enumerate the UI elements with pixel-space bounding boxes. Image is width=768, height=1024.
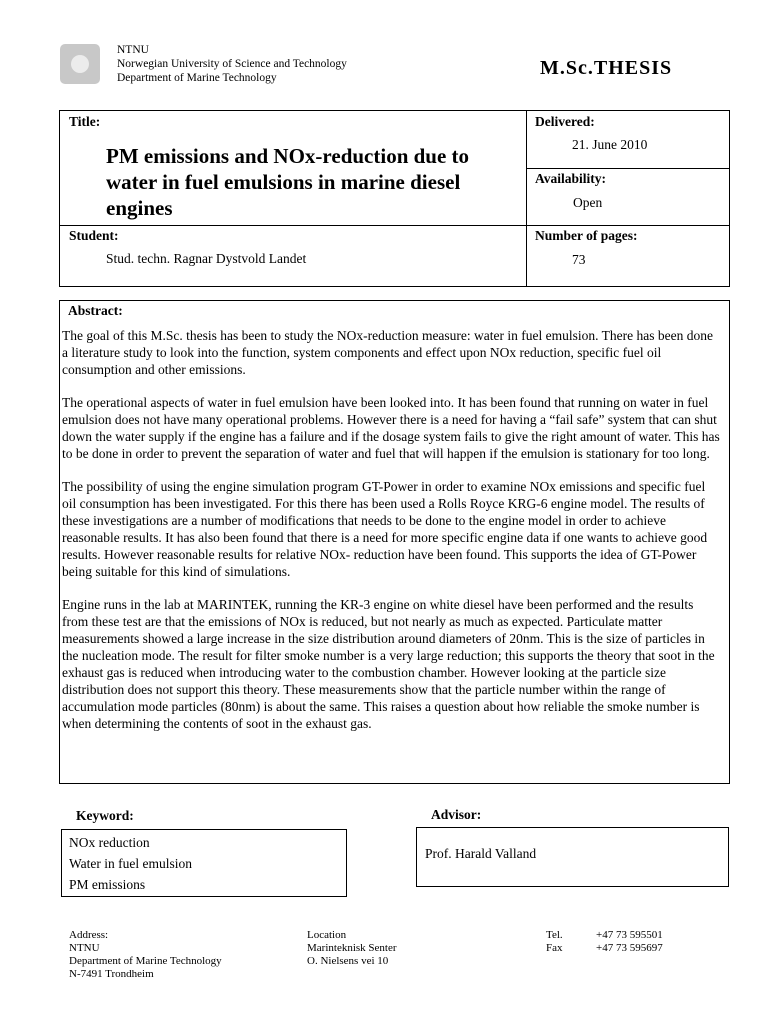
location-line: O. Nielsens vei 10: [307, 955, 389, 967]
institution-line: Department of Marine Technology: [117, 72, 277, 84]
thesis-title: PM emissions and NOx-reduction due to water in fuel emulsions in marine diesel engines: [106, 144, 470, 220]
student-label: Student:: [69, 228, 119, 243]
address-line: Department of Marine Technology: [69, 955, 222, 967]
advisor-box: [416, 827, 729, 887]
institution-block: [117, 43, 347, 85]
tel-value: +47 73 595501: [596, 929, 663, 941]
address-line: Address:: [69, 929, 109, 941]
keyword-box: [61, 829, 347, 897]
advisor-name: Prof. Harald Valland: [425, 846, 537, 861]
abstract-body: [62, 327, 722, 748]
row-divider: [60, 225, 526, 226]
row-divider: [526, 225, 730, 226]
student-name: Stud. techn. Ragnar Dystvold Landet: [106, 251, 307, 266]
keyword-item: Water in fuel emulsion: [69, 856, 193, 871]
pages-label: Number of pages:: [535, 228, 638, 243]
footer-location: [307, 929, 397, 968]
abstract-paragraph: The operational aspects of water in fuel emulsion have been looked into. It has been found that running on water in fuel emulsion does not have many operational problems. However there is a need for having a “fail safe” system that can shut down the water supply if the engine has a failure and if the dosage system fails to give the right amount of water. This has to be done in order to prevent the separation of water and fuel that will happen if the emulsion is stationary for too long.: [62, 395, 720, 461]
keyword-item: PM emissions: [69, 877, 146, 892]
pages-value: 73: [572, 252, 586, 267]
footer-address: [69, 929, 222, 981]
abstract-label: Abstract:: [68, 303, 123, 318]
title-table: [59, 110, 730, 287]
delivered-label: Delivered:: [535, 114, 595, 129]
abstract-box: [59, 300, 730, 784]
location-line: Marinteknisk Senter: [307, 942, 397, 954]
abstract-paragraph: The possibility of using the engine simulation program GT-Power in order to examine NOx emissions and specific fuel oil consumption has been investigated. For this there has been used a Rolls Royce KRG-6 engine model. The results of these investigations are a number of modifications that needs to be done to the engine model in order to achieve reasonable results. It has also been found that there is a need for more specific engine data if one wants to achieve good results. However reasonable results for relative NOx- reduction have been found. This supports the idea of GT-Power being suitable for this kind of simulations.: [62, 479, 708, 579]
availability-value: Open: [573, 195, 603, 210]
abstract-paragraph: Engine runs in the lab at MARINTEK, running the KR-3 engine on white diesel have been performed and the results from these test are that the emissions of NOx is reduced, but not nearly as much as expected. Particulate matter measurements showed a large increase in the size distribution around diameters of 20nm. This is the size of particles in the nucleation mode. The result for filter smoke number is a very large reduction; this supports the theory that soot in the exhaust gas is reduced when introducing water to the combustion chamber. However looking at the particle size distribution does not support this theory. These measurements show that the particle number within the range of accumulation mode particles (80nm) is about the same. This raises a question about how reliable the smoke number is when determining the contents of soot in the exhaust gas.: [62, 597, 715, 731]
logo-mark: [71, 55, 89, 73]
fax-label: Fax: [546, 942, 563, 954]
doc-type-heading: M.Sc.THESIS: [540, 57, 673, 79]
tel-label: Tel.: [546, 929, 563, 941]
address-line: NTNU: [69, 942, 100, 954]
title-label: Title:: [69, 114, 101, 129]
fax-value: +47 73 595697: [596, 942, 663, 954]
row-divider: [526, 168, 730, 169]
keyword-item: NOx reduction: [69, 835, 150, 850]
location-line: Location: [307, 929, 347, 941]
institution-line: NTNU: [117, 44, 149, 56]
address-line: N-7491 Trondheim: [69, 968, 154, 980]
advisor-label: Advisor:: [431, 807, 482, 822]
delivered-date: 21. June 2010: [572, 137, 648, 152]
abstract-paragraph: The goal of this M.Sc. thesis has been to study the NOx-reduction measure: water in fuel emulsion. There has been done a literature study to look into the function, system components and effect upon NOx reduction, specific fuel oil consumption and other emissions.: [62, 328, 713, 377]
column-divider: [526, 111, 527, 286]
keyword-label: Keyword:: [76, 808, 134, 823]
institution-line: Norwegian University of Science and Technology: [117, 58, 347, 70]
ntnu-logo: [60, 44, 100, 84]
availability-label: Availability:: [535, 171, 607, 186]
